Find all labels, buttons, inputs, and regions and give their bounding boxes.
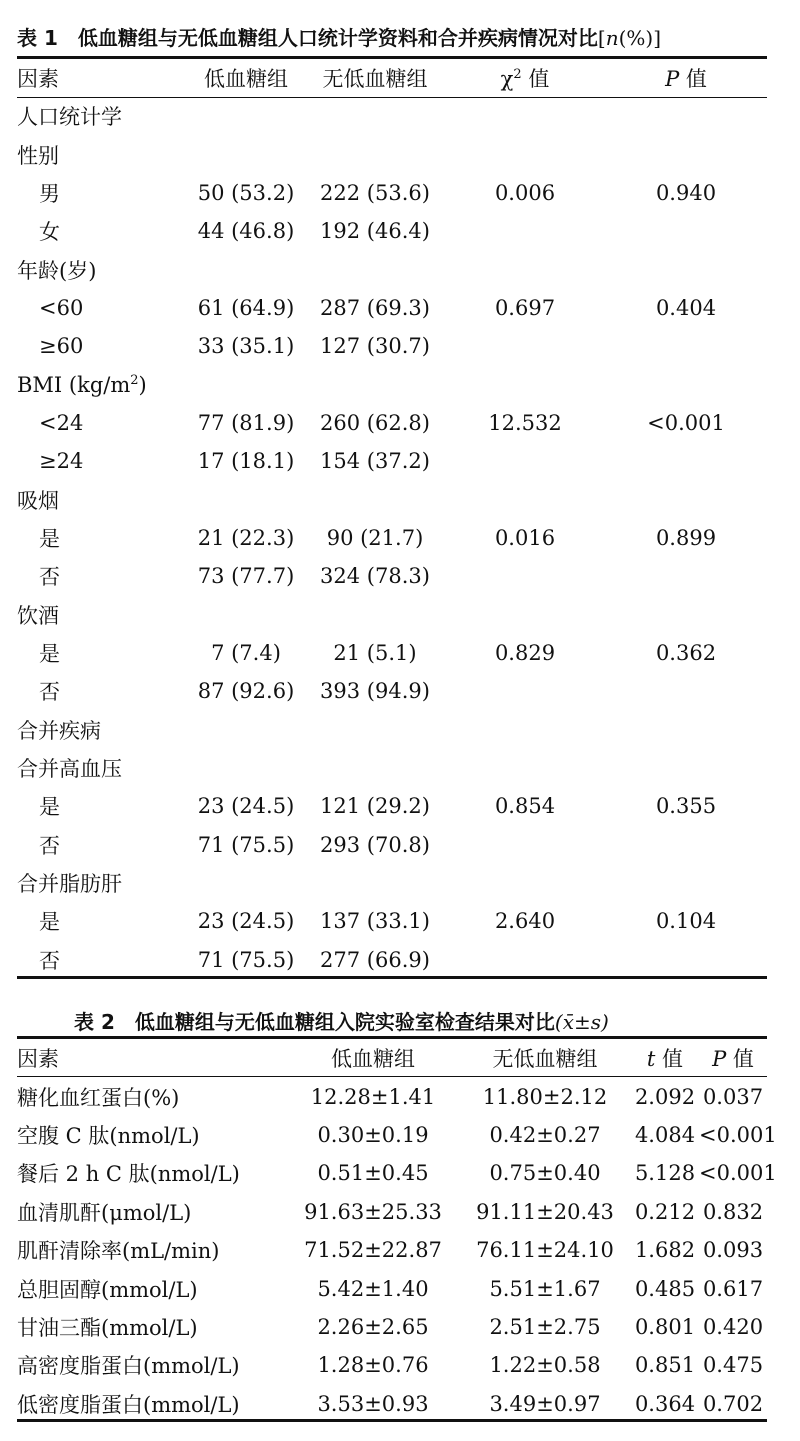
table1-bottom-rule bbox=[17, 976, 767, 979]
nohypo-value: 127 (30.7) bbox=[320, 334, 430, 359]
hypo-value bbox=[187, 97, 305, 135]
table1-row bbox=[17, 864, 767, 902]
chi-value: 0.697 bbox=[494, 296, 556, 321]
hypo-value: 17 (18.1) bbox=[197, 449, 295, 474]
row-label-text: 合并脂肪肝 bbox=[17, 872, 122, 897]
table1-row bbox=[17, 366, 767, 404]
t-value: 0.212 bbox=[634, 1199, 696, 1224]
p-value: 0.362 bbox=[655, 641, 717, 666]
table1-row bbox=[17, 174, 767, 212]
row-label-text: ≥24 bbox=[39, 449, 84, 474]
row-label-text: ≥60 bbox=[39, 334, 84, 359]
chi-value bbox=[445, 596, 605, 634]
chi-value bbox=[445, 481, 605, 519]
table2-row bbox=[17, 1385, 767, 1423]
nohypo-value bbox=[305, 711, 445, 749]
table1-row bbox=[17, 749, 767, 787]
row-label-text: 年龄(岁) bbox=[17, 258, 97, 283]
nohypo-value: 0.75±0.40 bbox=[489, 1161, 601, 1186]
hypo-value bbox=[187, 596, 305, 634]
chi-value: 0.854 bbox=[494, 794, 556, 819]
hypo-value: 87 (92.6) bbox=[197, 679, 295, 704]
hypo-value: 91.63±25.33 bbox=[304, 1199, 442, 1224]
row-label: 甘油三酯(mmol/L) bbox=[17, 1315, 198, 1340]
chi-value bbox=[445, 327, 605, 365]
nohypo-value bbox=[305, 864, 445, 902]
p-suffix: 值 bbox=[679, 67, 707, 92]
t-value: 2.092 bbox=[634, 1084, 696, 1109]
row-label bbox=[17, 864, 187, 902]
table1-row bbox=[17, 481, 767, 519]
row-label bbox=[17, 442, 187, 480]
hypo-value: 3.53±0.93 bbox=[317, 1391, 429, 1416]
t-value: 0.364 bbox=[634, 1391, 696, 1416]
t-value: 4.084 bbox=[634, 1122, 696, 1147]
nohypo-value: 91.11±20.43 bbox=[476, 1199, 614, 1224]
row-label bbox=[17, 672, 187, 710]
hypo-value: 71 (75.5) bbox=[197, 947, 295, 972]
table2-row bbox=[17, 1077, 767, 1115]
table2-row bbox=[17, 1308, 767, 1346]
p-value bbox=[605, 212, 767, 250]
t-suffix: 值 bbox=[655, 1047, 684, 1072]
p-value: 0.475 bbox=[702, 1353, 764, 1378]
row-label: 餐后 2 h C 肽(nmol/L) bbox=[17, 1162, 240, 1187]
row-label: 肌酐清除率(mL/min) bbox=[17, 1239, 220, 1264]
table1-caption-unit bbox=[598, 26, 661, 50]
chi-value bbox=[445, 136, 605, 174]
hypo-value: 0.30±0.19 bbox=[317, 1122, 429, 1147]
t-value: 0.851 bbox=[634, 1353, 696, 1378]
chi-value bbox=[445, 711, 605, 749]
nohypo-value: 121 (29.2) bbox=[320, 794, 430, 819]
table1-body bbox=[17, 97, 767, 979]
p-value bbox=[605, 327, 767, 365]
nohypo-value: 293 (70.8) bbox=[320, 832, 430, 857]
p-value bbox=[605, 97, 767, 135]
nohypo-value: 3.49±0.97 bbox=[489, 1391, 601, 1416]
row-label-text: 否 bbox=[39, 565, 60, 590]
table1-row bbox=[17, 596, 767, 634]
p-value bbox=[605, 366, 767, 404]
hypo-value: 77 (81.9) bbox=[197, 411, 295, 436]
hypo-value: 12.28±1.41 bbox=[310, 1084, 436, 1109]
row-label-superscript: 2 bbox=[130, 372, 139, 388]
chi-symbol: χ bbox=[500, 67, 514, 92]
p-value: 0.420 bbox=[702, 1314, 764, 1339]
table1-row bbox=[17, 902, 767, 940]
table1-row bbox=[17, 711, 767, 749]
t-value: 0.801 bbox=[634, 1314, 696, 1339]
row-label-text: 饮酒 bbox=[17, 603, 59, 628]
row-label-text: 是 bbox=[39, 795, 60, 820]
p-value bbox=[605, 136, 767, 174]
p-value: 0.104 bbox=[655, 909, 717, 934]
table2-caption-unit: (x̄±s) bbox=[554, 1010, 609, 1034]
table1-header-hypo: 低血糖组 bbox=[204, 67, 288, 92]
hypo-value: 5.42±1.40 bbox=[317, 1276, 429, 1301]
hypo-value: 21 (22.3) bbox=[197, 526, 295, 551]
chi-value: 2.640 bbox=[494, 909, 556, 934]
p-value bbox=[605, 481, 767, 519]
nohypo-value: 76.11±24.10 bbox=[476, 1238, 614, 1263]
nohypo-value: 0.42±0.27 bbox=[489, 1122, 601, 1147]
nohypo-value bbox=[305, 481, 445, 519]
row-label-text: <60 bbox=[39, 296, 84, 321]
row-label bbox=[17, 941, 187, 979]
p-value bbox=[605, 596, 767, 634]
t-symbol: t bbox=[646, 1047, 656, 1072]
table1-row bbox=[17, 289, 767, 327]
chi-value bbox=[445, 826, 605, 864]
p-value: <0.001 bbox=[647, 411, 725, 436]
nohypo-value bbox=[305, 136, 445, 174]
table1-row bbox=[17, 519, 767, 557]
table2-row bbox=[17, 1231, 767, 1269]
table1-row bbox=[17, 826, 767, 864]
hypo-value bbox=[187, 864, 305, 902]
table2-row bbox=[17, 1346, 767, 1384]
row-label bbox=[17, 902, 187, 940]
row-label bbox=[17, 596, 187, 634]
table2-header-hypo: 低血糖组 bbox=[331, 1047, 415, 1072]
chi-value bbox=[445, 97, 605, 135]
table1-header-nohypo: 无低血糖组 bbox=[322, 67, 428, 92]
nohypo-value: 393 (94.9) bbox=[320, 679, 430, 704]
row-label-text: 否 bbox=[39, 948, 60, 973]
row-label-text: 女 bbox=[39, 220, 60, 245]
table2-row bbox=[17, 1154, 767, 1192]
row-label-text: 吸烟 bbox=[17, 488, 59, 513]
hypo-value: 7 (7.4) bbox=[211, 641, 281, 666]
p-symbol: P bbox=[665, 67, 680, 92]
table1 bbox=[17, 59, 767, 979]
p-value bbox=[605, 749, 767, 787]
hypo-value bbox=[187, 749, 305, 787]
table1-caption bbox=[17, 22, 661, 51]
row-label bbox=[17, 97, 187, 135]
nohypo-value: 137 (33.1) bbox=[320, 909, 430, 934]
p-value: 0.093 bbox=[702, 1238, 764, 1263]
hypo-value bbox=[187, 711, 305, 749]
t-value: 5.128 bbox=[634, 1161, 696, 1186]
table2-header-row bbox=[17, 1039, 767, 1077]
p-value: 0.617 bbox=[702, 1276, 764, 1301]
chi-value bbox=[445, 941, 605, 979]
t-value: 0.485 bbox=[634, 1276, 696, 1301]
row-label bbox=[17, 366, 187, 404]
row-label bbox=[17, 519, 187, 557]
table2-header-p bbox=[699, 1039, 767, 1077]
nohypo-value: 2.51±2.75 bbox=[489, 1314, 601, 1339]
table1-row bbox=[17, 442, 767, 480]
chi-value bbox=[445, 212, 605, 250]
table1-row bbox=[17, 327, 767, 365]
row-label: 低密度脂蛋白(mmol/L) bbox=[17, 1392, 240, 1417]
table2-row bbox=[17, 1193, 767, 1231]
row-label bbox=[17, 327, 187, 365]
row-label-text: 否 bbox=[39, 680, 60, 705]
nohypo-value: 277 (66.9) bbox=[320, 947, 430, 972]
row-label-text: 是 bbox=[39, 642, 60, 667]
p-value bbox=[605, 251, 767, 289]
row-label bbox=[17, 711, 187, 749]
table2-caption-text: 表 2 低血糖组与无低血糖组入院实验室检查结果对比 bbox=[74, 1010, 555, 1034]
row-label-text: 合并疾病 bbox=[17, 718, 101, 743]
table1-caption-unit-post: (%)] bbox=[618, 26, 662, 50]
table1-row bbox=[17, 251, 767, 289]
table1-row bbox=[17, 634, 767, 672]
nohypo-value: 11.80±2.12 bbox=[482, 1084, 608, 1109]
hypo-value: 71.52±22.87 bbox=[304, 1238, 442, 1263]
table2-header-nohypo: 无低血糖组 bbox=[492, 1047, 598, 1072]
row-label bbox=[17, 212, 187, 250]
chi-value: 12.532 bbox=[488, 411, 562, 436]
p-value bbox=[605, 557, 767, 595]
chi-value: 0.016 bbox=[494, 526, 556, 551]
nohypo-value: 324 (78.3) bbox=[320, 564, 430, 589]
nohypo-value bbox=[305, 251, 445, 289]
p-value: 0.899 bbox=[655, 526, 717, 551]
p-value bbox=[605, 672, 767, 710]
row-label bbox=[17, 787, 187, 825]
p2-suffix: 值 bbox=[726, 1047, 754, 1072]
table1-header-p bbox=[605, 59, 767, 97]
row-label bbox=[17, 289, 187, 327]
nohypo-value: 260 (62.8) bbox=[320, 411, 430, 436]
nohypo-value bbox=[305, 749, 445, 787]
row-label bbox=[17, 481, 187, 519]
hypo-value: 33 (35.1) bbox=[197, 334, 295, 359]
p-value bbox=[605, 864, 767, 902]
table1-caption-unit-pre: [ bbox=[597, 26, 606, 50]
table1-row bbox=[17, 136, 767, 174]
row-label-text: 性别 bbox=[17, 143, 59, 168]
row-label-text: 合并高血压 bbox=[17, 757, 122, 782]
row-label-text: 人口统计学 bbox=[17, 105, 122, 130]
table1-header-factor: 因素 bbox=[17, 67, 59, 92]
row-label-suffix: ) bbox=[138, 372, 147, 397]
chi-value bbox=[445, 366, 605, 404]
hypo-value: 23 (24.5) bbox=[197, 909, 295, 934]
hypo-value: 73 (77.7) bbox=[197, 564, 295, 589]
table1-row bbox=[17, 404, 767, 442]
table2-body bbox=[17, 1077, 777, 1423]
chi-value bbox=[445, 557, 605, 595]
p-value bbox=[605, 941, 767, 979]
row-label bbox=[17, 634, 187, 672]
hypo-value bbox=[187, 366, 305, 404]
table1-row bbox=[17, 97, 767, 135]
p-value: 0.702 bbox=[702, 1391, 764, 1416]
table2-header-factor: 因素 bbox=[17, 1047, 59, 1072]
row-label-text: BMI (kg/m bbox=[17, 372, 131, 397]
t-value: 1.682 bbox=[634, 1238, 696, 1263]
row-label bbox=[17, 174, 187, 212]
row-label bbox=[17, 404, 187, 442]
table1-row bbox=[17, 787, 767, 825]
row-label-text: 是 bbox=[39, 910, 60, 935]
row-label bbox=[17, 251, 187, 289]
table1-row bbox=[17, 941, 767, 979]
table1-caption-text: 表 1 低血糖组与无低血糖组人口统计学资料和合并疾病情况对比 bbox=[17, 26, 598, 50]
table2-bottom-rule bbox=[17, 1419, 767, 1422]
table1-row bbox=[17, 557, 767, 595]
row-label bbox=[17, 136, 187, 174]
p-value: 0.037 bbox=[702, 1084, 764, 1109]
table1-header-chi bbox=[445, 59, 605, 97]
hypo-value: 50 (53.2) bbox=[197, 181, 295, 206]
chi-superscript: 2 bbox=[513, 67, 522, 83]
row-label-text: 是 bbox=[39, 527, 60, 552]
nohypo-value: 5.51±1.67 bbox=[489, 1276, 601, 1301]
p-value bbox=[605, 442, 767, 480]
nohypo-value bbox=[305, 596, 445, 634]
hypo-value bbox=[187, 481, 305, 519]
table2-row bbox=[17, 1269, 767, 1307]
chi-value bbox=[445, 442, 605, 480]
row-label-text: <24 bbox=[39, 411, 84, 436]
p-value: 0.832 bbox=[702, 1199, 764, 1224]
nohypo-value bbox=[305, 366, 445, 404]
table1-row bbox=[17, 672, 767, 710]
p-value: 0.404 bbox=[655, 296, 717, 321]
hypo-value bbox=[187, 136, 305, 174]
row-label bbox=[17, 749, 187, 787]
nohypo-value: 222 (53.6) bbox=[320, 181, 430, 206]
nohypo-value: 287 (69.3) bbox=[320, 296, 430, 321]
row-label-text: 否 bbox=[39, 833, 60, 858]
hypo-value: 0.51±0.45 bbox=[317, 1161, 429, 1186]
p-value: 0.940 bbox=[655, 181, 717, 206]
hypo-value: 23 (24.5) bbox=[197, 794, 295, 819]
p2-symbol: P bbox=[712, 1047, 727, 1072]
table2-header-t bbox=[631, 1039, 699, 1077]
chi-suffix: 值 bbox=[521, 67, 550, 92]
hypo-value: 1.28±0.76 bbox=[317, 1353, 429, 1378]
table1-caption-unit-n: n bbox=[605, 26, 619, 50]
chi-value: 0.829 bbox=[494, 641, 556, 666]
chi-value bbox=[445, 864, 605, 902]
nohypo-value: 192 (46.4) bbox=[320, 219, 430, 244]
row-label: 总胆固醇(mmol/L) bbox=[17, 1277, 198, 1302]
nohypo-value: 1.22±0.58 bbox=[489, 1353, 601, 1378]
chi-value bbox=[445, 749, 605, 787]
p-value bbox=[605, 826, 767, 864]
row-label bbox=[17, 557, 187, 595]
row-label: 空腹 C 肽(nmol/L) bbox=[17, 1123, 200, 1148]
table1-row bbox=[17, 212, 767, 250]
row-label-text: 男 bbox=[39, 182, 60, 207]
table2-caption bbox=[74, 1006, 609, 1035]
chi-value bbox=[445, 672, 605, 710]
hypo-value bbox=[187, 251, 305, 289]
chi-value bbox=[445, 251, 605, 289]
row-label bbox=[17, 826, 187, 864]
row-label: 糖化血红蛋白(%) bbox=[17, 1085, 180, 1110]
nohypo-value: 21 (5.1) bbox=[333, 641, 417, 666]
p-value: <0.001 bbox=[699, 1122, 777, 1147]
hypo-value: 44 (46.8) bbox=[197, 219, 295, 244]
p-value bbox=[605, 711, 767, 749]
row-label: 高密度脂蛋白(mmol/L) bbox=[17, 1354, 240, 1379]
table1-header-rule bbox=[17, 97, 767, 98]
table1-header-row bbox=[17, 59, 767, 97]
hypo-value: 71 (75.5) bbox=[197, 832, 295, 857]
nohypo-value bbox=[305, 97, 445, 135]
table2-header-rule bbox=[17, 1076, 767, 1077]
p-value: 0.355 bbox=[655, 794, 717, 819]
table2 bbox=[17, 1039, 777, 1423]
table2-row bbox=[17, 1116, 767, 1154]
hypo-value: 61 (64.9) bbox=[197, 296, 295, 321]
row-label: 血清肌酐(μmol/L) bbox=[17, 1200, 192, 1225]
hypo-value: 2.26±2.65 bbox=[317, 1314, 429, 1339]
chi-value: 0.006 bbox=[494, 181, 556, 206]
nohypo-value: 154 (37.2) bbox=[320, 449, 430, 474]
p-value: <0.001 bbox=[699, 1161, 777, 1186]
nohypo-value: 90 (21.7) bbox=[326, 526, 424, 551]
